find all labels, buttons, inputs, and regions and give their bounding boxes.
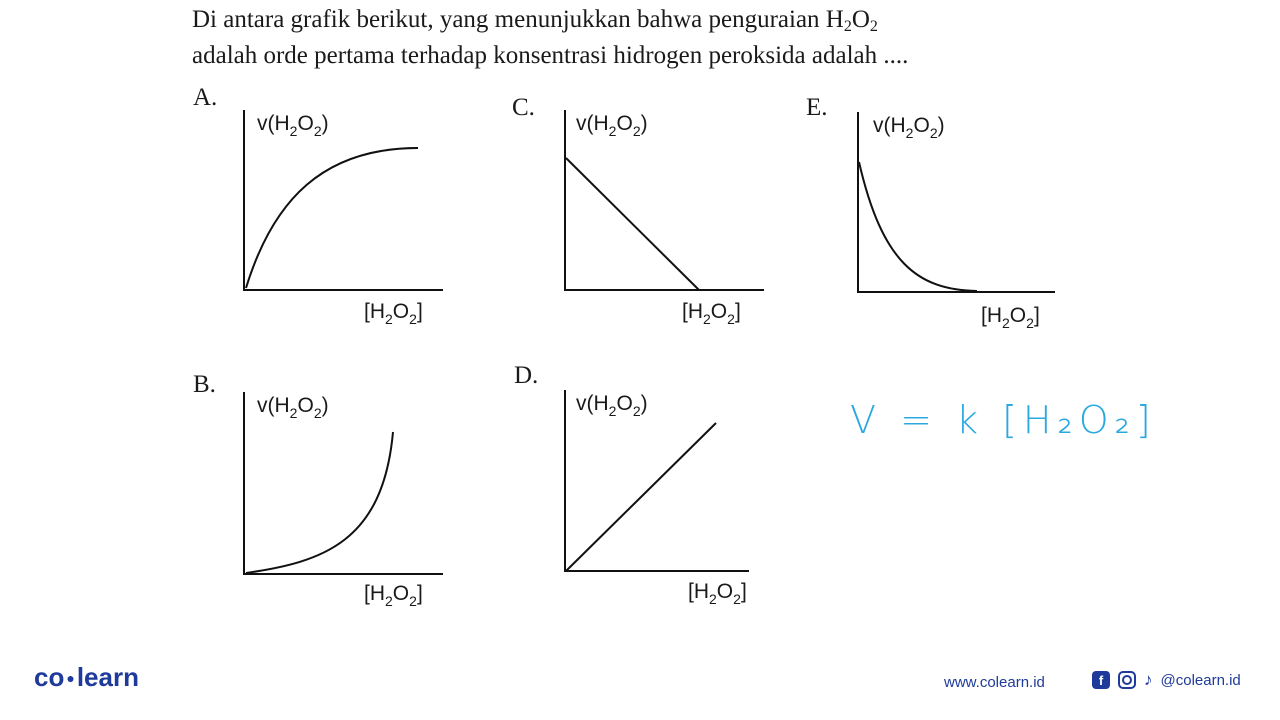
- logo-dot-icon: ●: [66, 670, 75, 686]
- option-e-letter[interactable]: E.: [806, 94, 828, 121]
- question-text: [192, 2, 1072, 74]
- option-e-x-label: $[H_2O_2]$: [981, 304, 1040, 331]
- tiktok-icon[interactable]: ♪: [1144, 670, 1153, 689]
- option-c-y-label: $v(H_2O_2)$: [576, 112, 648, 139]
- question-line-2: adalah orde pertama terhadap konsentrasi hidrogen peroksida adalah ....: [192, 42, 909, 69]
- option-a-letter[interactable]: A.: [193, 84, 218, 111]
- option-d-plot: [564, 390, 764, 610]
- option-c-letter[interactable]: C.: [512, 94, 535, 121]
- option-b-plot: [243, 392, 443, 612]
- social-links: [1092, 670, 1241, 690]
- colearn-logo[interactable]: co ●learn: [34, 662, 139, 692]
- option-d-y-label: $v(H_2O_2)$: [576, 392, 648, 419]
- option-c-plot: [564, 110, 764, 330]
- option-b-graph[interactable]: [243, 392, 443, 612]
- option-e-curve: [859, 162, 977, 291]
- option-d-letter[interactable]: D.: [514, 362, 539, 389]
- option-c-graph[interactable]: [564, 110, 764, 330]
- option-e-plot: [857, 112, 1057, 332]
- option-c-curve: [566, 158, 699, 290]
- facebook-icon[interactable]: f: [1092, 671, 1110, 689]
- option-d-x-label: $[H_2O_2]$: [688, 580, 747, 607]
- option-a-graph[interactable]: [243, 110, 443, 330]
- option-c-x-label: $[H_2O_2]$: [682, 300, 741, 327]
- option-b-y-label: $v(H_2O_2)$: [257, 394, 329, 421]
- instagram-icon[interactable]: [1118, 671, 1136, 689]
- option-e-graph[interactable]: [857, 112, 1057, 332]
- option-a-plot: [243, 110, 443, 330]
- handwritten-rate-law: V = k [H₂O₂]: [850, 398, 1157, 442]
- question-line-1: Di antara grafik berikut, yang menunjukkan bahwa penguraian $H_2O_2$: [192, 6, 878, 35]
- option-b-x-label: $[H_2O_2]$: [364, 582, 423, 609]
- option-d-curve: [566, 423, 716, 571]
- option-b-letter[interactable]: B.: [193, 371, 216, 398]
- option-a-y-label: $v(H_2O_2)$: [257, 112, 329, 139]
- social-handle[interactable]: @colearn.id: [1160, 671, 1241, 689]
- option-b-curve: [246, 432, 393, 573]
- option-e-y-label: $v(H_2O_2)$: [873, 114, 945, 141]
- option-d-graph[interactable]: [564, 390, 764, 610]
- option-a-x-label: $[H_2O_2]$: [364, 300, 423, 327]
- option-a-curve: [246, 148, 418, 288]
- website-link[interactable]: www.colearn.id: [944, 674, 1045, 691]
